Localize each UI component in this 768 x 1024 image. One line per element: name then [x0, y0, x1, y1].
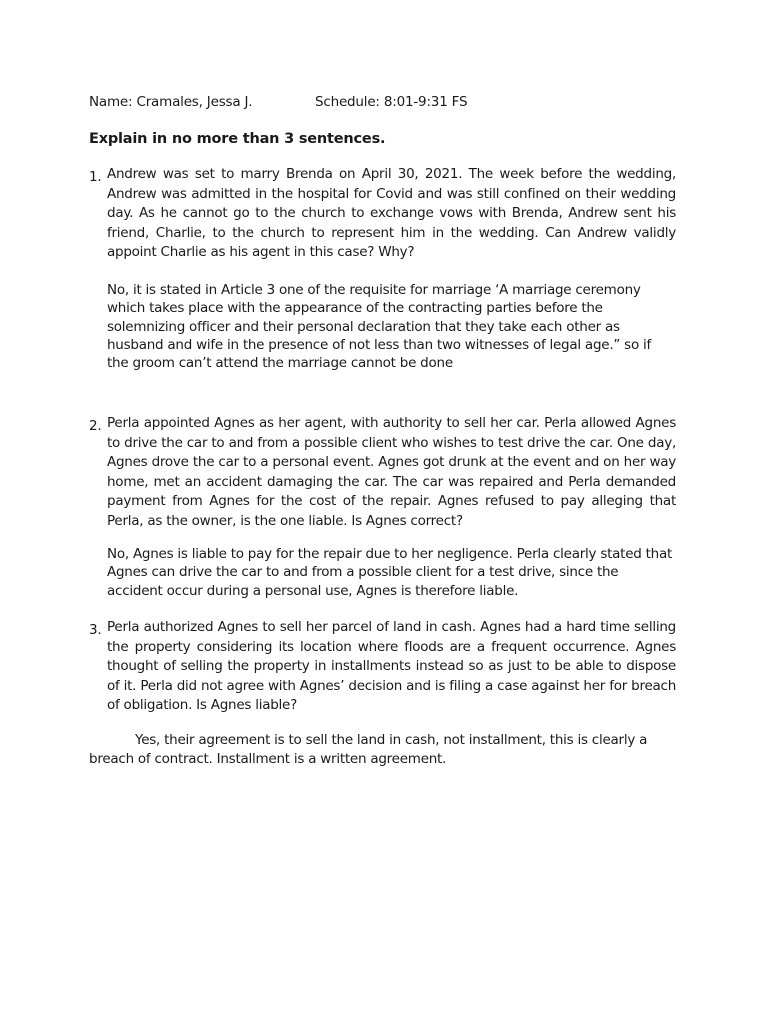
- question-text: Perla appointed Agnes as her agent, with authority to sell her car. Perla allowed Agnes to drive the car to and from a possible client who wishes to test drive the car. One day, Agnes drove the car to a personal event. Agnes got drunk at the event and on her way home, met an accident damaging the car. The car was repaired and Perla demanded payment from Agnes for the cost of the repair. Agnes refused to pay alleging that Perla, as the owner, is the one liable. Is Agnes correct?: [107, 415, 676, 529]
- student-name: Name: Cramales, Jessa J.: [89, 94, 253, 110]
- answer-text: Yes, their agreement is to sell the land in cash, not installment, this is clearly a breach of contract. Installment is a written agreement.: [89, 732, 648, 767]
- question-text: Perla authorized Agnes to sell her parcel of land in cash. Agnes had a hard time selling the property considering its location where floods are a frequent occurrence. Agnes thought of selling the property in installments instead so as just to be able to dispose of it. Perla did not agree with Agnes’ decision and is filing a case against her for breach of obligation. Is Agnes liable?: [107, 619, 676, 714]
- instructions-heading: Explain in no more than 3 sentences.: [89, 131, 386, 147]
- answer-text: No, it is stated in Article 3 one of the requisite for marriage ‘A marriage ceremony which takes place with the appearance of the contracting parties before the solemnizing officer and their personal declaration that they take each other as husband and wife in the presence of not less than two witnesses of legal age.” so if the groom can’t attend the marriage cannot be done: [107, 282, 651, 372]
- class-schedule: Schedule: 8:01-9:31 FS: [315, 94, 468, 110]
- question-text: Andrew was set to marry Brenda on April 30, 2021. The week before the wedding, Andrew was admitted in the hospital for Covid and was still confined on their wedding day. As he cannot go to the church to exchange vows with Brenda, Andrew sent his friend, Charlie, to the church to represent him in the wedding. Can Andrew validly appoint Charlie as his agent in this case? Why?: [107, 166, 676, 261]
- question-number: 2.: [89, 418, 102, 434]
- answer-text: No, Agnes is liable to pay for the repair due to her negligence. Perla clearly stated that Agnes can drive the car to and from a possible client for a test drive, since the accident occur during a personal use, Agnes is therefore liable.: [107, 546, 673, 599]
- question-number: 3.: [89, 622, 102, 638]
- question-number: 1.: [89, 169, 102, 185]
- document-header: [89, 94, 468, 110]
